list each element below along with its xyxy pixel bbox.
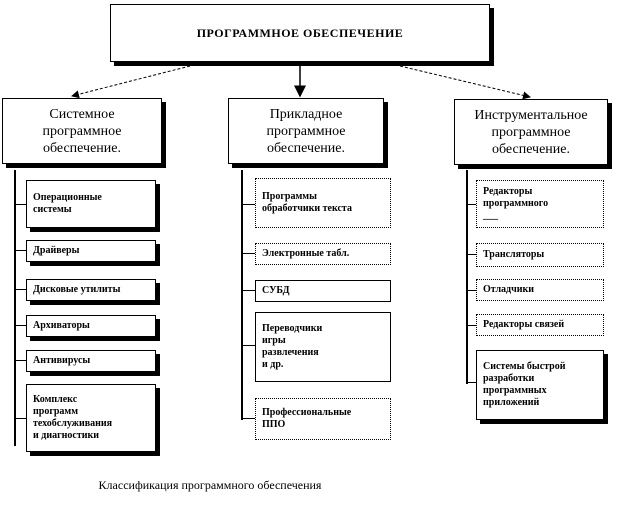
list-item: Электронные табл. [255, 243, 391, 265]
tree-trunk-application [241, 170, 243, 420]
list-item: Драйверы [26, 240, 156, 262]
root-box [110, 4, 490, 62]
tree-trunk-tools [466, 170, 468, 384]
list-item: Программы обработчики текста [255, 178, 391, 228]
category-tools-label: Инструментальное программное обеспечение. [474, 107, 588, 157]
list-item: Архиваторы [26, 315, 156, 337]
list-item: Профессиональные ППО [255, 398, 391, 440]
category-tools [454, 99, 608, 165]
arrow-to-tools [400, 66, 530, 97]
list-item: Редакторы связей [476, 314, 604, 336]
tree-trunk-system [14, 170, 16, 446]
list-item: Трансляторы [476, 243, 604, 267]
list-item: Отладчики [476, 279, 604, 301]
list-item: СУБД [255, 280, 391, 302]
category-system [2, 98, 162, 164]
category-system-label: Системное программное обеспечение. [42, 106, 122, 156]
list-item: Антивирусы [26, 350, 156, 372]
figure-caption: Классификация программного обеспечения [98, 478, 322, 492]
list-item: Дисковые утилиты [26, 279, 156, 301]
list-item: Системы быстрой разработки программных приложений [476, 350, 604, 420]
list-item: Переводчики игры развлечения и др. [255, 312, 391, 382]
list-item: Редакторы программного ___ [476, 180, 604, 228]
arrow-to-system [72, 66, 190, 96]
category-application-label: Прикладное программное обеспечение. [266, 106, 346, 156]
category-application [228, 98, 384, 164]
root-title: ПРОГРАММНОЕ ОБЕСПЕЧЕНИЕ [196, 25, 404, 40]
list-item: Комплекс программ техобслуживания и диагностики [26, 384, 156, 452]
list-item: Операционные системы [26, 180, 156, 228]
